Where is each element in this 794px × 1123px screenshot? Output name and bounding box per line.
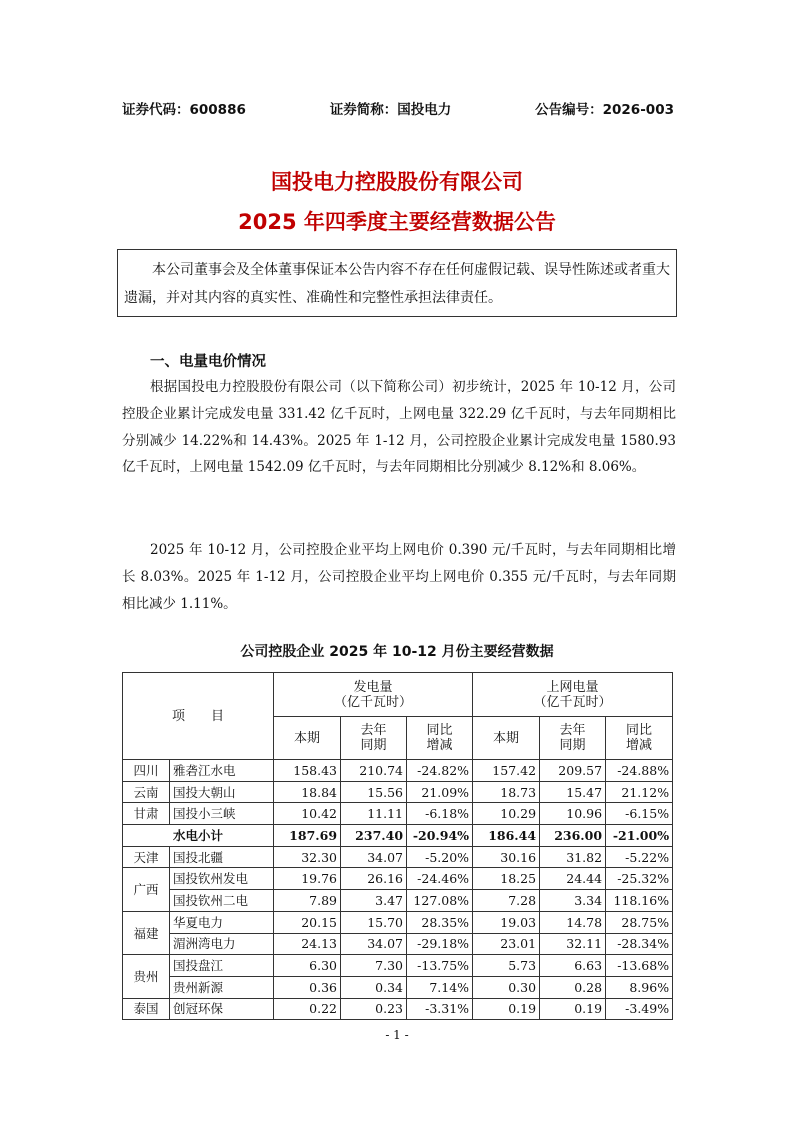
gen-current-cell: 18.84	[274, 781, 341, 803]
grid-current-cell: 30.16	[473, 846, 540, 868]
announcement-title: 2025 年四季度主要经营数据公告	[238, 210, 556, 234]
gen-prev-cell: 0.23	[341, 998, 407, 1020]
grid-current-cell: 0.19	[473, 998, 540, 1020]
province-cell: 贵州	[123, 955, 170, 998]
grid-current-cell: 186.44	[473, 825, 540, 847]
table-row	[123, 933, 673, 955]
table-row	[123, 911, 673, 933]
header-item: 项 目	[123, 673, 274, 760]
grid-yoy-cell: 8.96%	[606, 976, 673, 998]
announcement-header	[122, 98, 674, 118]
gen-yoy-cell: 28.35%	[407, 911, 473, 933]
header-current: 本期	[473, 717, 540, 760]
grid-yoy-cell: -6.15%	[606, 803, 673, 825]
grid-prev-cell: 0.19	[540, 998, 606, 1020]
grid-prev-cell: 209.57	[540, 760, 606, 782]
gen-yoy-cell: -29.18%	[407, 933, 473, 955]
entity-cell: 雅砻江水电	[170, 760, 274, 782]
table-row	[123, 868, 673, 890]
header-last-year-l2: 同期	[360, 738, 387, 753]
header-generation-unit: （亿千瓦时）	[334, 694, 413, 710]
header-on-grid-label: 上网电量	[546, 679, 599, 695]
grid-prev-cell: 6.63	[540, 955, 606, 977]
entity-cell: 华夏电力	[170, 911, 274, 933]
header-yoy-l1: 同比	[426, 723, 453, 738]
board-statement: 本公司董事会及全体董事保证本公告内容不存在任何虚假记载、误导性陈述或者重大遗漏，并对其内容的真实性、准确性和完整性承担法律责任。	[124, 262, 670, 306]
grid-prev-cell: 31.82	[540, 846, 606, 868]
table-row	[123, 846, 673, 868]
province-cell: 甘肃	[123, 803, 170, 825]
header-yoy-l1: 同比	[626, 723, 653, 738]
grid-prev-cell: 14.78	[540, 911, 606, 933]
grid-current-cell: 0.30	[473, 976, 540, 998]
gen-prev-cell: 7.30	[341, 955, 407, 977]
grid-yoy-cell: -24.88%	[606, 760, 673, 782]
header-last-year	[341, 717, 407, 760]
gen-current-cell: 7.89	[274, 890, 341, 912]
grid-yoy-cell: 28.75%	[606, 911, 673, 933]
table-row	[123, 781, 673, 803]
table-row	[123, 803, 673, 825]
gen-current-cell: 6.30	[274, 955, 341, 977]
operating-data-table	[122, 672, 673, 1020]
header-on-grid	[473, 673, 673, 717]
paragraph-volume: 根据国投电力控股股份有限公司（以下简称公司）初步统计，2025 年 10-12 月，公司控股企业累计完成发电量 331.42 亿千瓦时，上网电量 322.29 亿千瓦时，与去年同期相比分别减少 14.22%和 14.43%。2025 年 1-12 月，公司控股企业累计完成发电量 1580.93 亿千瓦时，上网电量 1542.09 亿千瓦时，与去年同期相比分别减少 8.12%和 8.06%。	[122, 379, 676, 476]
header-generation	[274, 673, 473, 717]
header-yoy	[407, 717, 473, 760]
grid-yoy-cell: -13.68%	[606, 955, 673, 977]
board-statement-box	[117, 249, 677, 317]
grid-yoy-cell: 21.12%	[606, 781, 673, 803]
gen-yoy-cell: -5.20%	[407, 846, 473, 868]
table-row	[123, 976, 673, 998]
gen-current-cell: 0.36	[274, 976, 341, 998]
gen-current-cell: 10.42	[274, 803, 341, 825]
entity-cell: 湄洲湾电力	[170, 933, 274, 955]
gen-yoy-cell: -24.82%	[407, 760, 473, 782]
gen-current-cell: 158.43	[274, 760, 341, 782]
province-cell: 广西	[123, 868, 170, 911]
province-cell: 天津	[123, 846, 170, 868]
gen-prev-cell: 0.34	[341, 976, 407, 998]
gen-current-cell: 32.30	[274, 846, 341, 868]
gen-yoy-cell: 127.08%	[407, 890, 473, 912]
header-yoy	[606, 717, 673, 760]
grid-current-cell: 5.73	[473, 955, 540, 977]
grid-current-cell: 10.29	[473, 803, 540, 825]
gen-yoy-cell: -13.75%	[407, 955, 473, 977]
subtotal-row	[123, 825, 673, 847]
gen-current-cell: 0.22	[274, 998, 341, 1020]
grid-yoy-cell: 118.16%	[606, 890, 673, 912]
grid-yoy-cell: -3.49%	[606, 998, 673, 1020]
grid-prev-cell: 24.44	[540, 868, 606, 890]
table-row	[123, 760, 673, 782]
grid-prev-cell: 32.11	[540, 933, 606, 955]
table-row	[123, 955, 673, 977]
gen-yoy-cell: -20.94%	[407, 825, 473, 847]
gen-yoy-cell: 7.14%	[407, 976, 473, 998]
gen-prev-cell: 15.56	[341, 781, 407, 803]
header-on-grid-unit: （亿千瓦时）	[533, 694, 612, 710]
stock-code: 证券代码：600886	[122, 102, 246, 118]
grid-current-cell: 18.73	[473, 781, 540, 803]
gen-current-cell: 19.76	[274, 868, 341, 890]
entity-cell: 国投钦州二电	[170, 890, 274, 912]
table-caption: 公司控股企业 2025 年 10-12 月份主要经营数据	[240, 644, 554, 660]
gen-current-cell: 20.15	[274, 911, 341, 933]
gen-yoy-cell: -3.31%	[407, 998, 473, 1020]
page-number: - 1 -	[385, 1028, 409, 1042]
header-yoy-l2: 增减	[626, 738, 653, 753]
header-yoy-l2: 增减	[426, 738, 453, 753]
gen-prev-cell: 34.07	[341, 846, 407, 868]
entity-cell: 国投北疆	[170, 846, 274, 868]
gen-yoy-cell: -6.18%	[407, 803, 473, 825]
gen-yoy-cell: -24.46%	[407, 868, 473, 890]
stock-name: 证券简称：国投电力	[329, 102, 452, 118]
entity-cell: 创冠环保	[170, 998, 274, 1020]
entity-cell: 国投钦州发电	[170, 868, 274, 890]
notice-number: 公告编号：2026-003	[535, 102, 674, 118]
grid-prev-cell: 236.00	[540, 825, 606, 847]
gen-prev-cell: 34.07	[341, 933, 407, 955]
section-title: 一、电量电价情况	[150, 354, 266, 370]
gen-yoy-cell: 21.09%	[407, 781, 473, 803]
grid-yoy-cell: -25.32%	[606, 868, 673, 890]
province-cell: 云南	[123, 781, 170, 803]
gen-current-cell: 24.13	[274, 933, 341, 955]
table-header	[123, 673, 673, 760]
gen-prev-cell: 26.16	[341, 868, 407, 890]
grid-yoy-cell: -5.22%	[606, 846, 673, 868]
gen-prev-cell: 3.47	[341, 890, 407, 912]
grid-yoy-cell: -21.00%	[606, 825, 673, 847]
grid-yoy-cell: -28.34%	[606, 933, 673, 955]
header-current: 本期	[274, 717, 341, 760]
entity-cell: 国投大朝山	[170, 781, 274, 803]
gen-prev-cell: 210.74	[341, 760, 407, 782]
company-title: 国投电力控股股份有限公司	[271, 170, 523, 194]
header-last-year	[540, 717, 606, 760]
grid-prev-cell: 10.96	[540, 803, 606, 825]
entity-cell: 国投盘江	[170, 955, 274, 977]
header-last-year-l1: 去年	[559, 723, 586, 738]
table-row	[123, 998, 673, 1020]
grid-current-cell: 19.03	[473, 911, 540, 933]
entity-cell: 贵州新源	[170, 976, 274, 998]
grid-current-cell: 157.42	[473, 760, 540, 782]
grid-current-cell: 18.25	[473, 868, 540, 890]
grid-current-cell: 7.28	[473, 890, 540, 912]
grid-current-cell: 23.01	[473, 933, 540, 955]
grid-prev-cell: 15.47	[540, 781, 606, 803]
table-body	[123, 760, 673, 1020]
gen-prev-cell: 237.40	[341, 825, 407, 847]
header-generation-label: 发电量	[353, 679, 393, 695]
subtotal-label: 水电小计	[123, 825, 274, 847]
grid-prev-cell: 3.34	[540, 890, 606, 912]
province-cell: 四川	[123, 760, 170, 782]
header-last-year-l1: 去年	[360, 723, 387, 738]
province-cell: 泰国	[123, 998, 170, 1020]
gen-prev-cell: 11.11	[341, 803, 407, 825]
grid-prev-cell: 0.28	[540, 976, 606, 998]
table-row	[123, 890, 673, 912]
province-cell: 福建	[123, 911, 170, 954]
gen-current-cell: 187.69	[274, 825, 341, 847]
paragraph-price: 2025 年 10-12 月，公司控股企业平均上网电价 0.390 元/千瓦时，与去年同期相比增长 8.03%。2025 年 1-12 月，公司控股企业平均上网电价 0.355 元/千瓦时，与去年同期相比减少 1.11%。	[122, 542, 676, 612]
header-last-year-l2: 同期	[559, 738, 586, 753]
entity-cell: 国投小三峡	[170, 803, 274, 825]
gen-prev-cell: 15.70	[341, 911, 407, 933]
